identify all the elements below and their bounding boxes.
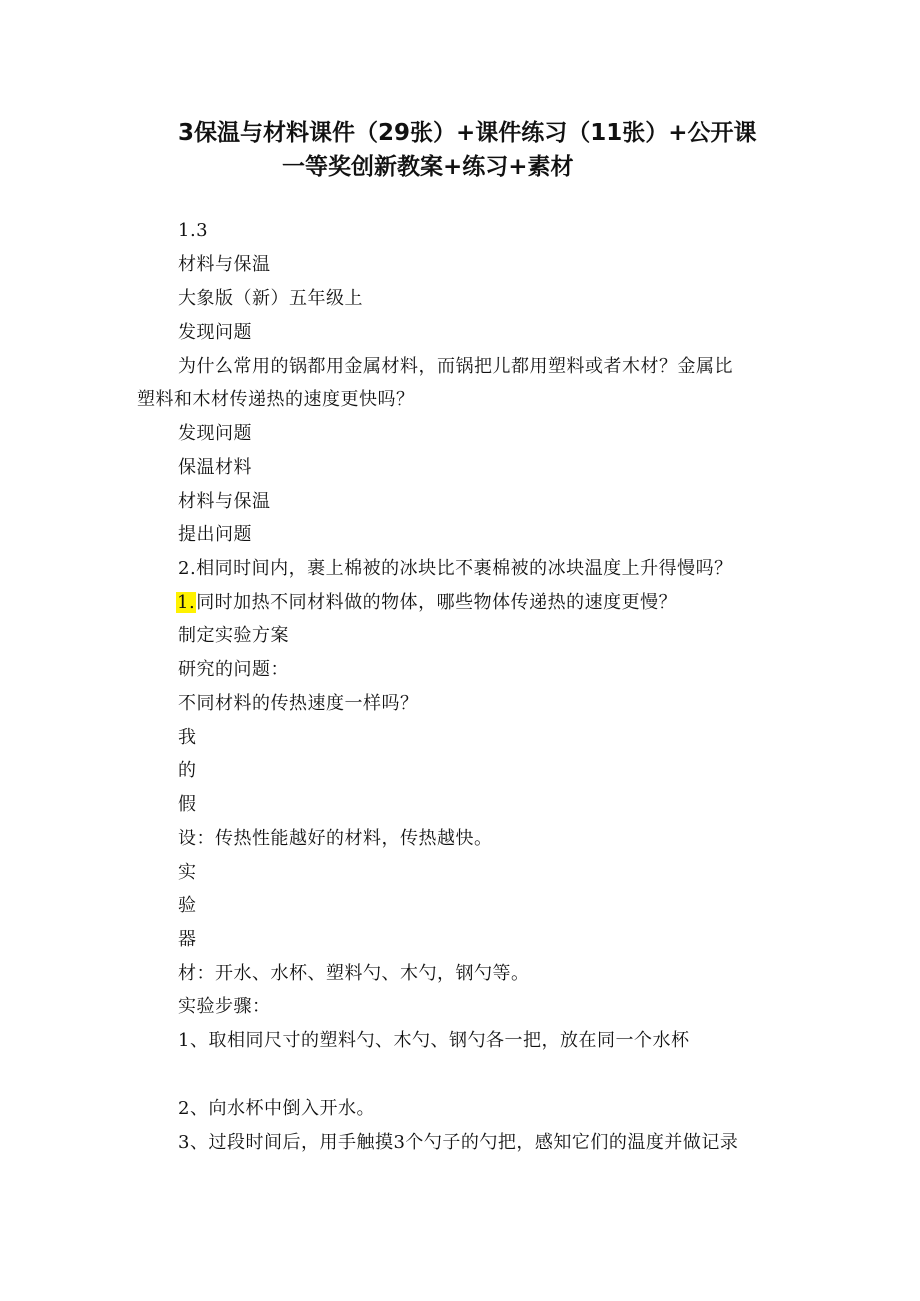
document-title-line-1: 3保温与材料课件（29张）+课件练习（11张）+公开课: [178, 120, 757, 146]
section-heading: 制定实验方案: [178, 625, 289, 646]
text-line: 研究的问题：: [178, 659, 289, 680]
step-line: 3、过段时间后，用手触摸3个勺子的勺把，感知它们的温度并做记录: [178, 1132, 739, 1153]
question-text: 同时加热不同材料做的物体，哪些物体传递热的速度更慢？: [196, 592, 678, 613]
text-line: 实: [178, 862, 197, 883]
section-heading: 提出问题: [178, 524, 252, 545]
document-title-line-2: 一等奖创新教案+练习+素材: [282, 154, 574, 180]
question-line: [176, 590, 677, 616]
section-number: 1.3: [178, 220, 209, 241]
step-line: 1、取相同尺寸的塑料勺、木勺、钢勺各一把，放在同一个水杯: [178, 1030, 690, 1051]
question-line: 2.相同时间内，裹上棉被的冰块比不裹棉被的冰块温度上升得慢吗？: [178, 558, 733, 579]
text-line: 设：传热性能越好的材料，传热越快。: [178, 828, 493, 849]
section-heading: 发现问题: [178, 423, 252, 444]
step-line: 2、向水杯中倒入开水。: [178, 1098, 375, 1119]
text-line: 实验步骤：: [178, 996, 271, 1017]
text-line: 材：开水、水杯、塑料勺、木勺，钢勺等。: [178, 963, 530, 984]
paragraph-line: 塑料和木材传递热的速度更快吗？: [137, 389, 415, 410]
text-line: 器: [178, 929, 197, 950]
text-line: 材料与保温: [178, 491, 271, 512]
text-line: 的: [178, 760, 197, 781]
text-line: 保温材料: [178, 457, 252, 478]
text-line: 我: [178, 727, 197, 748]
paragraph-line: 为什么常用的锅都用金属材料，而锅把儿都用塑料或者木材？金属比: [178, 356, 733, 377]
section-heading: 发现问题: [178, 322, 252, 343]
text-line: 不同材料的传热速度一样吗？: [178, 693, 419, 714]
textbook-edition: 大象版（新）五年级上: [178, 288, 363, 309]
highlighted-number: 1.: [177, 592, 196, 613]
text-line: 假: [178, 794, 197, 815]
lesson-title: 材料与保温: [178, 254, 271, 275]
text-line: 验: [178, 895, 197, 916]
